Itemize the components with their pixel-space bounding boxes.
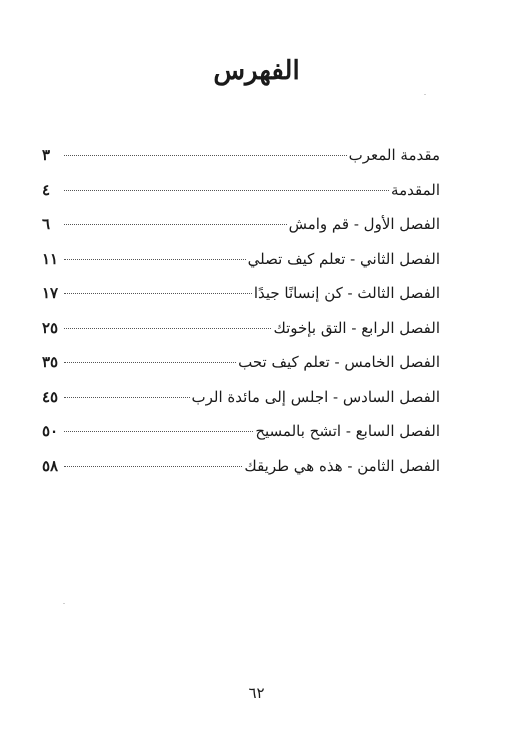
toc-entry-page: ٥٠ [42, 422, 59, 440]
dot-leader [64, 328, 271, 329]
toc-entry-page: ٣ [42, 146, 51, 164]
toc-entry-title: الفصل الثامن - هذه هي طريقك [244, 456, 440, 475]
toc-entry-page: ٦ [42, 215, 51, 233]
dot-leader [64, 224, 287, 225]
dot-leader [64, 466, 242, 467]
dot-leader [64, 362, 236, 363]
toc-entry-title: الفصل الثاني - تعلم كيف تصلي [247, 249, 440, 268]
toc-entry-page: ٤ [42, 180, 51, 199]
toc-entry-title: الفصل الرابع - التق بإخوتك [273, 318, 440, 337]
toc-entry-title: الفصل السادس - اجلس إلى مائدة الرب [191, 387, 440, 406]
paper-speck [424, 94, 426, 95]
toc-entry-page: ٢٥ [42, 318, 59, 337]
dot-leader [64, 397, 190, 398]
dot-leader [64, 259, 246, 260]
page-number: ٦٢ [248, 684, 265, 702]
dot-leader [64, 293, 252, 294]
table-of-contents [42, 138, 440, 483]
paper-speck [63, 603, 65, 604]
dot-leader [64, 431, 253, 432]
toc-entry-chapter-3 [42, 276, 440, 311]
toc-entry-page: ١١ [42, 249, 59, 268]
toc-entry-page: ٥٨ [42, 456, 59, 475]
toc-entry-chapter-7 [42, 414, 440, 449]
toc-entry-title: الفصل السابع - اتشح بالمسيح [255, 422, 440, 440]
toc-entry-title: مقدمة المعرب [348, 146, 440, 164]
toc-entry-intro-translator [42, 138, 440, 173]
dot-leader [64, 155, 347, 156]
toc-entry-chapter-2 [42, 242, 440, 277]
toc-entry-title: الفصل الخامس - تعلم كيف تحب [238, 353, 440, 371]
toc-entry-chapter-6 [42, 380, 440, 415]
toc-entry-title: الفصل الأول - قم وامش [288, 215, 440, 233]
toc-entry-title: المقدمة [391, 180, 440, 199]
dot-leader [64, 190, 389, 191]
toc-entry-chapter-5 [42, 345, 440, 380]
toc-entry-page: ١٧ [42, 284, 59, 302]
toc-entry-chapter-8 [42, 449, 440, 484]
toc-entry-introduction [42, 173, 440, 208]
page-title: الفهرس [213, 56, 300, 86]
toc-entry-page: ٤٥ [42, 387, 59, 406]
toc-entry-title: الفصل الثالث - كن إنسانًا جيدًا [253, 284, 440, 302]
toc-entry-page: ٣٥ [42, 353, 59, 371]
toc-entry-chapter-1 [42, 207, 440, 242]
toc-entry-chapter-4 [42, 311, 440, 346]
